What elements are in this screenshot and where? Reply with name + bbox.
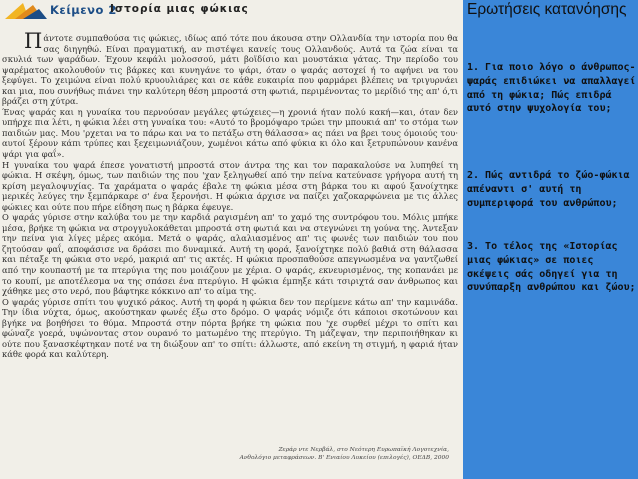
paragraph: Ο ψαράς γύρισε σπίτι του ψυχικό ράκος. Αυτή τη φορά η φώκια δεν τον περίμενε κάτω απ' την καμινάδα. Την ίδια νύχτα, όμως, ακούστηκαν φωνές έξω στο δρόμο. Ο ψαράς νόμιζε ότι κάποιοι σκοτώνουν και βγήκε να βοηθήσει το θύμα. Μπροστά στην πόρτα βρήκε τη φώκια που 'χε συρθεί μέχρι το σπίτι και φώναζε γοερά, υψώνοντας στον ουρανό το ματωμένο της πτερύγιο. Τη μάζεψαν, την περιποιήθηκαν κι ούτε που ξανασκέφτηκαν ποτέ να τη διώξουν απ' το σπίτι: άλλωστε, από εκείνη τη στιγμή, η φαριά ήταν κάθε φορά και καλύτερη. (2, 296, 458, 360)
question-2: 2. Πώς αντιδρά το ζώο-φώκια απέναντι σ' αυτή τη συμπεριφορά του ανθρώπου; (467, 170, 630, 209)
paragraph: Ο ψαράς γύρισε στην καλύβα του με την καρδιά ραγισμένη απ' το χαμό της συντρόφου του. Μόλις μπήκε μέσα, βρήκε τη φώκια να στρογγυλοκάθεται μπροστά στη φωτιά και να στεγνώνει τη γούνα της. Άντεξαν την πείνα για λίγες μέρες ακόμα. Μετά ο ψαράς, αλαλιασμένος απ' τις φωνές των παιδιών του που ζητούσαν φαΐ, αποφάσισε να δράσει πιο δυναμικά. Αυτή τη φορά, ξανοίχτηκε πολύ βαθιά στη θάλασσα και πέταξε τη φώκια στο νερό, μακριά απ' τις ακτές. Η φώκια προσπαθούσε απεγνωσμένα να γαντζωθεί από την κουπαστή με τα πτερύγια της που μοιάζουν με χέρια. Ο ψαράς, εκνευρισμένος, της κοπανάει με το κουπί, με αποτέλεσμα να της σπάσει ένα πτερύγιο. Η φώκια έμπηξε κάτι τσιριχτά σαν άνθρωπος και χάθηκε μες στο νερό, που βάφτηκε κόκκινο απ' το αίμα της. (2, 212, 458, 297)
book-logo-icon (3, 0, 47, 22)
paragraph: Ένας ψαράς και η γυναίκα του περνούσαν μεγάλες φτώχειες—η χρονιά ήταν πολύ κακή—και, όταν δεν υπήρχε πια λέτι, η φώκια λέει στη γυναίκα του: «Αυτό το βρομόψαρο τρώει την μπουκιά απ' το στόμα των παιδιών μας. Μου 'ρχεται να το πάρω και να το πετάξω στη θάλασσα» ας πάει να βρει τους όμοιούς του· αυτοί ξέρουν κάπι τρύπες και ξεχειμωνιάζουν, χωμένοι κάτω από φύκια κι όλο και ξετρυπώνουν κανένα ψάρι για φαΐ». (2, 106, 458, 160)
questions-panel (463, 0, 638, 479)
drop-cap: Π (24, 29, 43, 53)
paragraph (2, 29, 458, 107)
page-header (0, 0, 463, 22)
paragraph: Η γυναίκα του ψαρά έπεσε γονατιστή μπροστά στον άντρα της και τον παρακαλούσε να λυπηθεί τη φώκια. Η σκέψη, όμως, των παιδιών της που 'χαν ξεληγωθεί από την πείνα κατεύνασε γρήγορα αυτή τη κρίση μεγαλοψυχίας. Τα χαράματα ο ψαράς έβαλε τη φώκια μέσα στη βάρκα του κι αφού ξανοίχτηκε μερικές λεύγες την ξεμπάρκαρε σ' ένα ξερονήσι. Η φώκια άρχισε να παίζει χαζοκαρφώνεια με τις άλλες φώκιες και ούτε που πήρε είδηση πως η βάρκα έφευγε. (2, 159, 458, 212)
question-1: 1. Για ποιο λόγο ο άνθρωπος-ψαράς επιδιώκει να απαλλαγεί από τη φώκια; Πώς επιδρά αυτό στην ψυχολογία του; (467, 62, 636, 115)
story-text (2, 29, 458, 360)
text-title: Ιστορία μιας φώκιας (110, 3, 249, 15)
questions-title: Ερωτήσεις κατανόησης (467, 1, 627, 18)
text-number: Κείμενο 2 (50, 3, 117, 17)
question-3: 3. Το τέλος της «Ιστορίας μιας φώκιας» σε ποιες σκέψεις σάς οδηγεί για τη συνύπαρξη ανθρώπου και ζώου; (467, 241, 636, 294)
paragraph-text: άντοτε συμπαθούσα τις φώκιες, ιδίως από τότε που άκουσα στην Ολλανδία την ιστορία που θα σας διηγηθώ. Είναι πραγματική, αν πιστέψει κανείς τους Ολλανδούς. Αυτά τα ζώα είναι τα σκυλιά των ψαράδων. Έχουν κεφάλι μολοσσού, μάτι βοϊδίσιο και μουστάκια γάτας. Την περίοδο του ψαρέματος ακολουθούν τις βάρκες και κυνηγάνε το ψάρι, όταν ο ψαράς αστοχεί ή το αφήνει να του ξεφύγει. Το χειμώνα είναι πολύ κρυουλιάρες και σε κάθε ευκαιρία που φαρμάρει βλέπεις να τριγυρνάει και μια, που συνήθως πιάνει την καλύτερη θέση μπροστά στη φωτιά, περιμένοντας το μερίδιό της απ' ό,τι βράζει στη χύτρα. (2, 33, 458, 107)
credit-line: Ανθολόγιο μεταφράσεων. Β' Ενιαίου Λυκείου (επιλογές), ΟΕΔΒ, 2000 (239, 455, 449, 461)
credit-line: Ζεράρ ντε Νερβάλ, στο Νεότερη Ευρωπαϊκή Λογοτεχνία, (278, 447, 449, 453)
source-credit (189, 446, 449, 462)
